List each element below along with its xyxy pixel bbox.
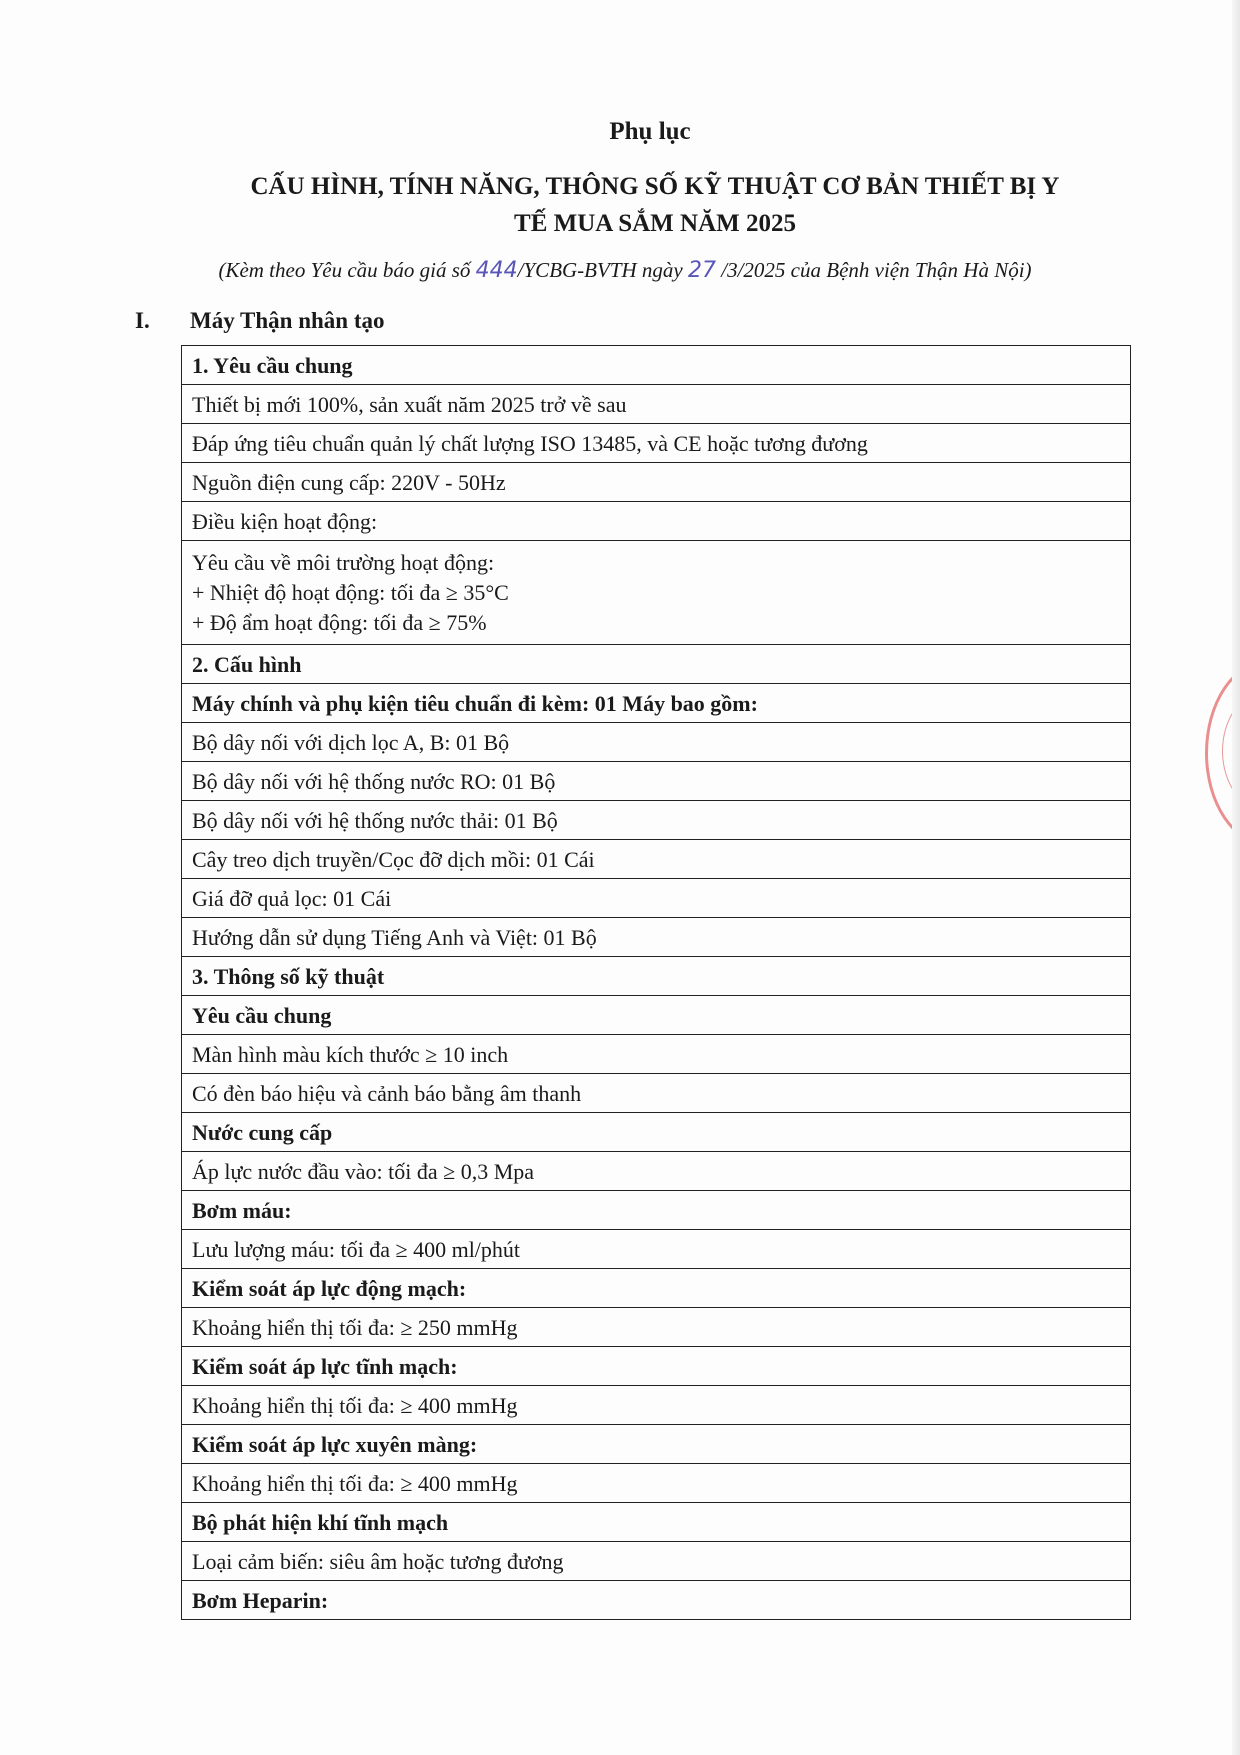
table-cell: Cây treo dịch truyền/Cọc đỡ dịch mồi: 01 Cái bbox=[182, 840, 1131, 879]
table-cell: 3. Thông số kỹ thuật bbox=[182, 957, 1131, 996]
table-row bbox=[182, 1269, 1131, 1308]
table-row bbox=[182, 346, 1131, 385]
table-row bbox=[182, 1308, 1131, 1347]
table-cell: Điều kiện hoạt động: bbox=[182, 502, 1131, 541]
table-row bbox=[182, 840, 1131, 879]
subtitle-text-2: /YCBG-BVTH ngày bbox=[517, 258, 688, 282]
specification-table bbox=[181, 345, 1131, 1620]
table-row bbox=[182, 996, 1131, 1035]
table-cell: Kiểm soát áp lực xuyên màng: bbox=[182, 1425, 1131, 1464]
table-row bbox=[182, 502, 1131, 541]
handwritten-request-number: 444 bbox=[475, 258, 518, 283]
table-row bbox=[182, 385, 1131, 424]
table-row bbox=[182, 801, 1131, 840]
table-row bbox=[182, 1464, 1131, 1503]
table-cell: Bộ dây nối với hệ thống nước RO: 01 Bộ bbox=[182, 762, 1131, 801]
table-cell: Kiểm soát áp lực tĩnh mạch: bbox=[182, 1347, 1131, 1386]
table-cell: Bộ dây nối với dịch lọc A, B: 01 Bộ bbox=[182, 723, 1131, 762]
table-cell bbox=[182, 541, 1131, 645]
table-row bbox=[182, 1074, 1131, 1113]
document-heading-line-2: TẾ MUA SẮM NĂM 2025 bbox=[514, 210, 796, 237]
table-cell-line: Yêu cầu về môi trường hoạt động: bbox=[192, 549, 495, 575]
table-row bbox=[182, 1347, 1131, 1386]
page-edge-shadow bbox=[1232, 0, 1240, 1755]
table-row bbox=[182, 957, 1131, 996]
table-cell: Lưu lượng máu: tối đa ≥ 400 ml/phút bbox=[182, 1230, 1131, 1269]
table-row bbox=[182, 1152, 1131, 1191]
table-cell: Nguồn điện cung cấp: 220V - 50Hz bbox=[182, 463, 1131, 502]
table-row bbox=[182, 541, 1131, 645]
table-cell: Thiết bị mới 100%, sản xuất năm 2025 trở về sau bbox=[182, 385, 1131, 424]
section-number: I. bbox=[135, 308, 150, 333]
table-cell: Áp lực nước đầu vào: tối đa ≥ 0,3 Mpa bbox=[182, 1152, 1131, 1191]
table-cell: Loại cảm biến: siêu âm hoặc tương đương bbox=[182, 1542, 1131, 1581]
table-row bbox=[182, 1581, 1131, 1620]
table-cell: Máy chính và phụ kiện tiêu chuẩn đi kèm: 01 Máy bao gồm: bbox=[182, 684, 1131, 723]
subtitle-text-1: (Kèm theo Yêu cầu báo giá số bbox=[218, 258, 476, 282]
table-cell: Bơm máu: bbox=[182, 1191, 1131, 1230]
table-cell: Khoảng hiển thị tối đa: ≥ 400 mmHg bbox=[182, 1464, 1131, 1503]
section-title: Máy Thận nhân tạo bbox=[190, 308, 385, 333]
section-heading bbox=[135, 308, 385, 334]
table-cell: 1. Yêu cầu chung bbox=[182, 346, 1131, 385]
table-row bbox=[182, 463, 1131, 502]
table-cell: Bơm Heparin: bbox=[182, 1581, 1131, 1620]
table-cell: Khoảng hiển thị tối đa: ≥ 400 mmHg bbox=[182, 1386, 1131, 1425]
table-cell: Yêu cầu chung bbox=[182, 996, 1131, 1035]
table-row bbox=[182, 1503, 1131, 1542]
table-cell: Bộ dây nối với hệ thống nước thải: 01 Bộ bbox=[182, 801, 1131, 840]
table-row bbox=[182, 1113, 1131, 1152]
table-row bbox=[182, 723, 1131, 762]
document-heading-line-1: CẤU HÌNH, TÍNH NĂNG, THÔNG SỐ KỸ THUẬT CƠ BẢN THIẾT BỊ Y bbox=[250, 173, 1060, 200]
table-row bbox=[182, 1386, 1131, 1425]
table-cell: Nước cung cấp bbox=[182, 1113, 1131, 1152]
table-row bbox=[182, 879, 1131, 918]
table-row bbox=[182, 762, 1131, 801]
table-row bbox=[182, 684, 1131, 723]
table-cell: Đáp ứng tiêu chuẩn quản lý chất lượng ISO 13485, và CE hoặc tương đương bbox=[182, 424, 1131, 463]
table-cell: Bộ phát hiện khí tĩnh mạch bbox=[182, 1503, 1131, 1542]
table-cell: Có đèn báo hiệu và cảnh báo bằng âm thanh bbox=[182, 1074, 1131, 1113]
document-subtitle bbox=[0, 258, 1240, 283]
table-row bbox=[182, 424, 1131, 463]
table-cell: Khoảng hiển thị tối đa: ≥ 250 mmHg bbox=[182, 1308, 1131, 1347]
subtitle-text-3: /3/2025 của Bệnh viện Thận Hà Nội) bbox=[716, 258, 1032, 282]
table-cell: Kiểm soát áp lực động mạch: bbox=[182, 1269, 1131, 1308]
table-cell: Hướng dẫn sử dụng Tiếng Anh và Việt: 01 Bộ bbox=[182, 918, 1131, 957]
appendix-title: Phụ lục bbox=[609, 118, 691, 145]
table-row bbox=[182, 1035, 1131, 1074]
table-cell-line: + Độ ẩm hoạt động: tối đa ≥ 75% bbox=[192, 609, 487, 635]
table-row bbox=[182, 918, 1131, 957]
handwritten-day: 27 bbox=[688, 258, 716, 283]
table-row bbox=[182, 1230, 1131, 1269]
table-row bbox=[182, 1542, 1131, 1581]
table-row bbox=[182, 1191, 1131, 1230]
table-row bbox=[182, 1425, 1131, 1464]
table-cell-line: + Nhiệt độ hoạt động: tối đa ≥ 35°C bbox=[192, 579, 509, 605]
table-cell: 2. Cấu hình bbox=[182, 645, 1131, 684]
table-row bbox=[182, 645, 1131, 684]
table-cell: Màn hình màu kích thước ≥ 10 inch bbox=[182, 1035, 1131, 1074]
table-cell: Giá đỡ quả lọc: 01 Cái bbox=[182, 879, 1131, 918]
